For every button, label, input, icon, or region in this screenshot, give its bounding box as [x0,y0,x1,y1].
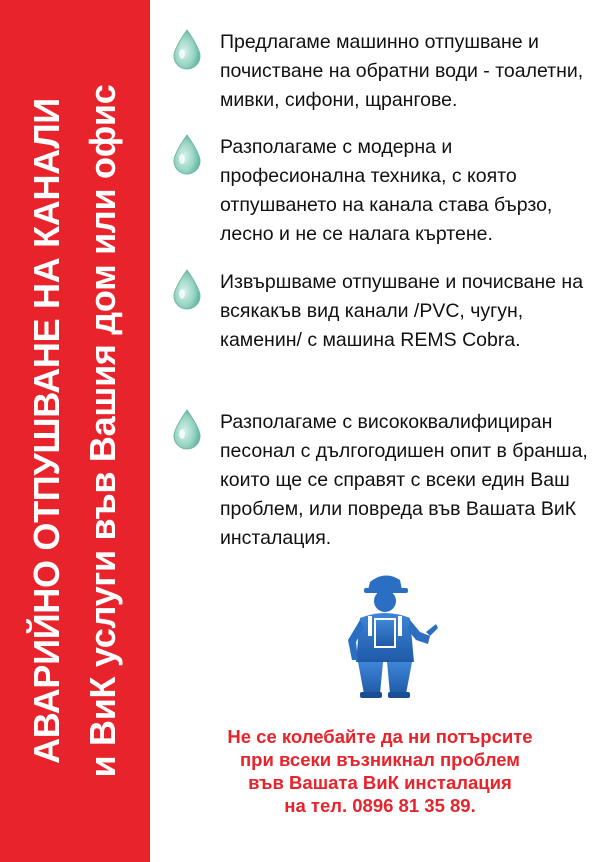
sidebar-headline-line2: и ВиК услуги във Вашия дом или офис [82,84,123,778]
service-item-4-text: Разполагаме с висококвалифициран песонал с дългогодишен опит в бранша, които ще се справят с всеки един Ваш проблем, или повреда във Вашата ВиК инсталация. [220,411,588,549]
water-drop-icon [170,28,204,70]
service-item-2-text: Разполагаме с модерна и професионална техника, с която отпушването на канала става бързо, лесно и не се налага къртене. [220,136,553,245]
service-item-1-text: Предлагаме машинно отпушване и почистване на обратни води - тоалетни, мивки, сифони, щрангове. [220,31,584,111]
water-drop-icon [170,408,204,450]
cta-line2: при всеки възникнал проблем [240,749,520,770]
red-sidebar [0,0,150,862]
cta-line1: Не се колебайте да ни потърсите [227,726,533,747]
cta-phone: на тел. 0896 81 35 89. [284,795,476,816]
call-to-action [160,725,600,817]
service-item-3-text: Извършваме отпушване и почисване на всякакъв вид канали /PVC, чугун, каменин/ с машина REMS Cobra. [220,271,584,351]
cta-line3: във Вашата ВиК инсталация [248,772,512,793]
water-drop-icon [170,268,204,310]
sidebar-headline-line1: АВАРИЙНО ОТПУШВАНЕ НА КАНАЛИ [26,98,67,764]
water-drop-icon [170,133,204,175]
sidebar-headline [19,11,131,851]
plumber-worker-icon [330,570,440,700]
